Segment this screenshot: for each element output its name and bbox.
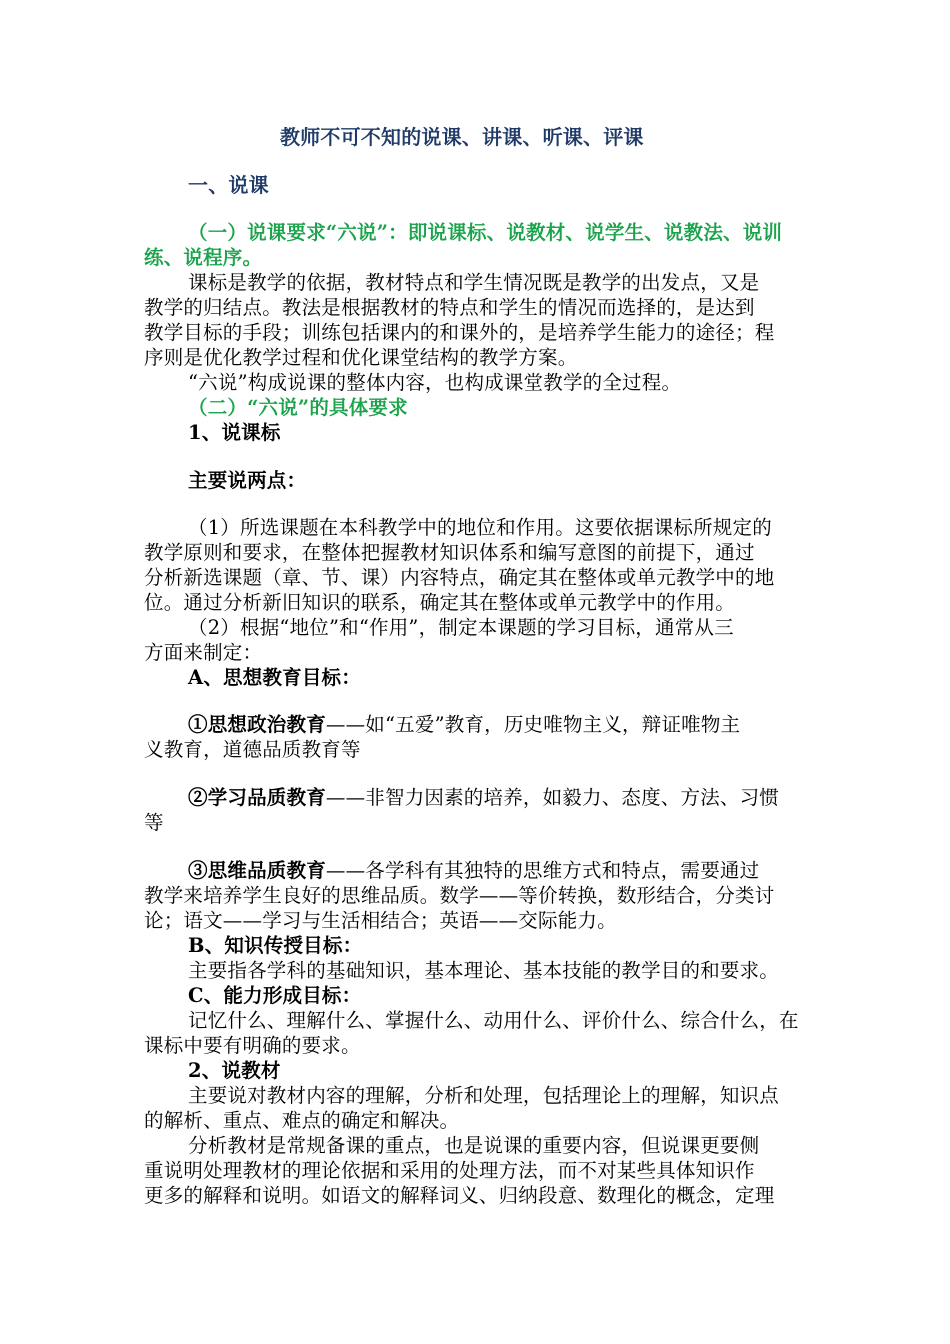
education-item-2-text: ——非智力因素的培养，如毅力、态度、方法、习惯	[325, 786, 780, 809]
goal-b-text: 主要指各学科的基础知识，基本理论、基本技能的教学目的和要求。	[188, 959, 780, 982]
education-item-3-line3: 论；语文——学习与生活相结合；英语——交际能力。	[144, 909, 617, 932]
item-2-heading: 2、说教材	[188, 1059, 281, 1082]
document-title: 教师不可不知的说课、讲课、听课、评课	[280, 125, 644, 149]
paragraph-1-line2: 教学的归结点。教法是根据教材的特点和学生的情况而选择的，是达到	[144, 296, 755, 319]
paragraph-1-line4: 序则是优化教学过程和优化课堂结构的教学方案。	[144, 346, 578, 369]
education-item-2-line2: 等	[144, 811, 164, 834]
goal-c-line2: 课标中要有明确的要求。	[144, 1034, 361, 1057]
goal-c-heading: C、能力形成目标：	[188, 984, 362, 1007]
goal-b-heading: B、知识传授目标：	[188, 934, 363, 957]
subheading-1-line2: 练、说程序。	[144, 246, 263, 269]
education-item-1-text: ——如“五爱”教育，历史唯物主义，辩证唯物主	[325, 713, 741, 736]
education-item-2-line1	[188, 785, 779, 811]
item-1-heading: 1、说课标	[188, 421, 281, 444]
main-points-heading: 主要说两点：	[188, 469, 307, 492]
paragraph-6-line1: 分析教材是常规备课的重点，也是说课的重要内容，但说课更要侧	[188, 1134, 760, 1157]
paragraph-3-line1: （1）所选课题在本科教学中的地位和作用。这要依据课标所规定的	[188, 516, 772, 539]
section-heading-1: 一、说课	[188, 173, 269, 197]
education-item-1-line1	[188, 712, 740, 738]
paragraph-6-line3: 更多的解释和说明。如语文的解释词义、归纳段意、数理化的概念，定理	[144, 1184, 775, 1207]
paragraph-5-line2: 的解析、重点、难点的确定和解决。	[144, 1109, 460, 1132]
paragraph-4-line1: （2）根据“地位”和“作用”，制定本课题的学习目标，通常从三	[188, 616, 734, 639]
education-item-3-line1	[188, 858, 759, 884]
goal-c-line1: 记忆什么、理解什么、掌握什么、动用什么、评价什么、综合什么，在	[188, 1009, 799, 1032]
education-item-2-title: ②学习品质教育	[188, 786, 326, 809]
paragraph-4-line2: 方面来制定：	[144, 641, 263, 664]
paragraph-5-line1: 主要说对教材内容的理解，分析和处理，包括理论上的理解，知识点	[188, 1084, 780, 1107]
subheading-1-line1: （一）说课要求“六说”：即说课标、说教材、说学生、说教法、说训	[188, 221, 783, 244]
paragraph-3-line2: 教学原则和要求，在整体把握教材知识体系和编写意图的前提下，通过	[144, 541, 755, 564]
education-item-1-line2: 义教育，道德品质教育等	[144, 738, 361, 761]
paragraph-3-line4: 位。通过分析新旧知识的联系，确定其在整体或单元教学中的作用。	[144, 591, 736, 614]
education-item-3-line2: 教学来培养学生良好的思维品质。数学——等价转换，数形结合，分类讨	[144, 884, 775, 907]
paragraph-2: “六说”构成说课的整体内容，也构成课堂教学的全过程。	[188, 371, 682, 394]
subheading-2: （二）“六说”的具体要求	[188, 396, 408, 419]
paragraph-1-line3: 教学目标的手段；训练包括课内的和课外的，是培养学生能力的途径；程	[144, 321, 775, 344]
paragraph-6-line2: 重说明处理教材的理论依据和采用的处理方法，而不对某些具体知识作	[144, 1159, 755, 1182]
paragraph-1-line1: 课标是教学的依据，教材特点和学生情况既是教学的出发点，又是	[188, 271, 760, 294]
paragraph-3-line3: 分析新选课题（章、节、课）内容特点，确定其在整体或单元教学中的地	[144, 566, 775, 589]
education-item-1-title: ①思想政治教育	[188, 713, 326, 736]
education-item-3-text: ——各学科有其独特的思维方式和特点，需要通过	[325, 859, 760, 882]
education-item-3-title: ③思维品质教育	[188, 859, 326, 882]
goal-a-heading: A、思想教育目标：	[188, 666, 361, 689]
